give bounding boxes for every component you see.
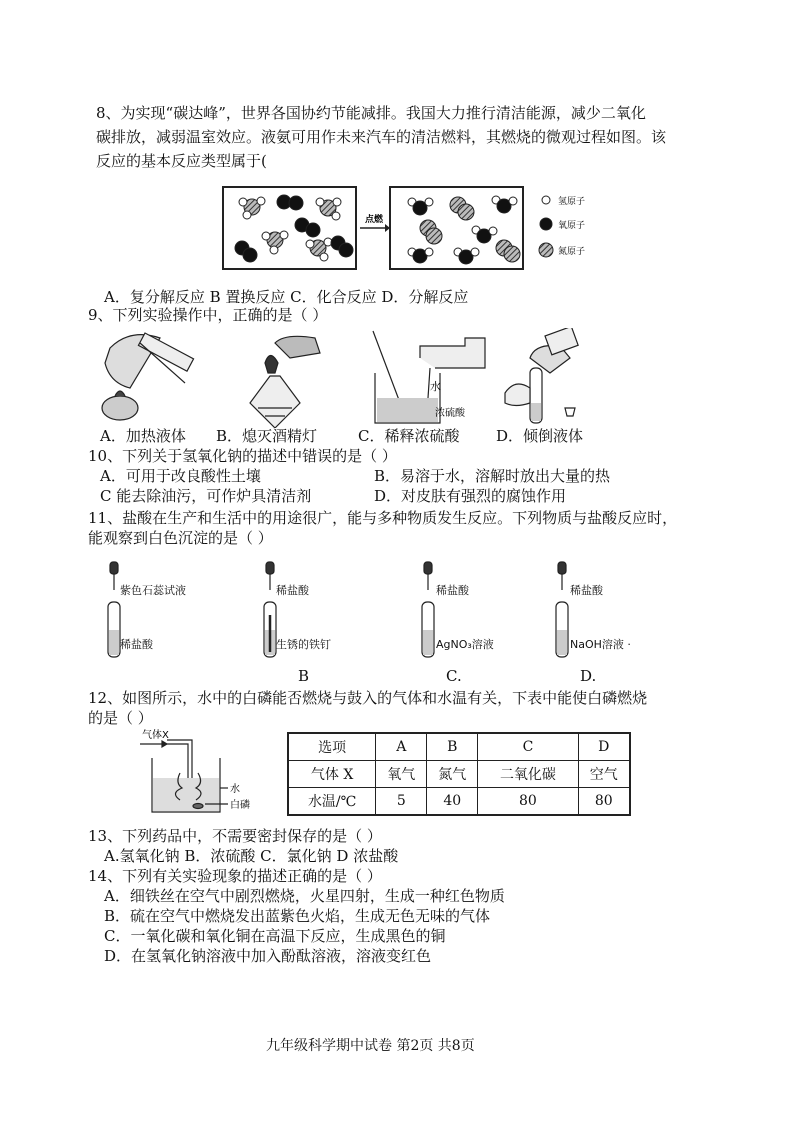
page-footer: 九年级科学期中试卷 第2页 共8页 bbox=[266, 1038, 475, 1054]
q11-letter-b: B bbox=[298, 667, 310, 685]
q12-options-table bbox=[287, 732, 631, 816]
table-cell: 40 bbox=[427, 788, 478, 816]
legend-h: 氢原子 bbox=[558, 197, 586, 207]
q11-tube-b-bottom: 生锈的铁钉 bbox=[276, 638, 331, 651]
q11-tube-d-bottom: NaOH溶液 · bbox=[570, 638, 631, 651]
table-cell: 80 bbox=[578, 788, 630, 816]
table-cell: 5 bbox=[376, 788, 427, 816]
q12-gas-label: 气体X bbox=[142, 730, 169, 741]
q9-illustrations bbox=[90, 328, 600, 428]
table-cell: 二氧化碳 bbox=[478, 761, 578, 788]
table-cell: A bbox=[376, 733, 427, 761]
q14-option-c: C．一氧化碳和氧化铜在高温下反应，生成黑色的铜 bbox=[104, 927, 446, 945]
q12-phosphorus-label: 白磷 bbox=[230, 800, 250, 811]
table-cell: 氧气 bbox=[376, 761, 427, 788]
q11-tube-b-top: 稀盐酸 bbox=[276, 584, 309, 597]
table-cell: 选项 bbox=[288, 733, 376, 761]
legend-n: 氮原子 bbox=[558, 247, 586, 257]
q12-water-label: 水 bbox=[230, 784, 240, 795]
q13-stem: 13、下列药品中，不需要密封保存的是（ ） bbox=[88, 827, 382, 845]
q14-option-a: A．细铁丝在空气中剧烈燃烧，火星四射，生成一种红色物质 bbox=[104, 887, 505, 905]
q12-apparatus bbox=[140, 728, 260, 820]
q11-tube-c-top: 稀盐酸 bbox=[436, 584, 469, 597]
q11-tube-c-bottom: AgNO₃溶液 bbox=[436, 638, 494, 651]
q8-line2: 碳排放，减弱温室效应。液氨可用作未来汽车的清洁燃料，其燃烧的微观过程如图。该 bbox=[96, 128, 667, 146]
q11-line1: 11、盐酸在生产和生活中的用途很广，能与多种物质发生反应。下列物质与盐酸反应时， bbox=[88, 509, 678, 527]
q9-option-b: B．熄灭酒精灯 bbox=[216, 427, 318, 445]
table-cell: 空气 bbox=[578, 761, 630, 788]
q8-options: A．复分解反应 B 置换反应 C．化合反应 D．分解反应 bbox=[104, 288, 469, 306]
q10-option-c: C 能去除油污，可作炉具清洁剂 bbox=[100, 487, 312, 505]
q8-reaction-diagram bbox=[200, 180, 620, 280]
q12-line1: 12、如图所示，水中的白磷能否燃烧与鼓入的气体和水温有关，下表中能使白磷燃烧 bbox=[88, 689, 648, 707]
table-cell: 水温/℃ bbox=[288, 788, 376, 816]
table-row bbox=[288, 761, 630, 788]
q11-letter-d: D. bbox=[580, 667, 597, 685]
q11-tube-a-top: 紫色石蕊试液 bbox=[120, 584, 186, 597]
q14-option-b: B．硫在空气中燃烧发出蓝紫色火焰，生成无色无味的气体 bbox=[104, 907, 491, 925]
q11-line2: 能观察到白色沉淀的是（ ） bbox=[88, 529, 273, 547]
table-row bbox=[288, 733, 630, 761]
q8-line3: 反应的基本反应类型属于( bbox=[96, 152, 267, 170]
q9-option-d: D．倾倒液体 bbox=[496, 427, 584, 445]
table-cell: 80 bbox=[478, 788, 578, 816]
q10-option-b: B．易溶于水，溶解时放出大量的热 bbox=[374, 467, 611, 485]
q9-option-c: C．稀释浓硫酸 bbox=[358, 427, 460, 445]
q8-line1: 8、为实现“碳达峰”，世界各国协约节能减排。我国大力推行清洁能源，减少二氧化 bbox=[96, 104, 646, 122]
q9-stem: 9、下列实验操作中，正确的是（ ） bbox=[88, 306, 328, 324]
q10-stem: 10、下列关于氢氧化钠的描述中错误的是（ ） bbox=[88, 447, 397, 465]
q9-acid-label: 浓硫酸 bbox=[435, 408, 465, 419]
table-cell: 氮气 bbox=[427, 761, 478, 788]
table-cell: B bbox=[427, 733, 478, 761]
table-cell: 气体 X bbox=[288, 761, 376, 788]
table-cell: D bbox=[578, 733, 630, 761]
q9-option-a: A．加热液体 bbox=[100, 427, 186, 445]
q11-tube-d-top: 稀盐酸 bbox=[570, 584, 603, 597]
q10-option-a: A．可用于改良酸性土壤 bbox=[100, 467, 261, 485]
q14-option-d: D．在氢氧化钠溶液中加入酚酞溶液，溶液变红色 bbox=[104, 947, 432, 965]
table-row bbox=[288, 788, 630, 816]
legend-o: 氧原子 bbox=[558, 221, 586, 231]
q11-letter-c: C. bbox=[446, 667, 462, 685]
q10-option-d: D．对皮肤有强烈的腐蚀作用 bbox=[374, 487, 567, 505]
q8-arrow-label: 点燃 bbox=[365, 215, 384, 225]
q12-line2: 的是（ ） bbox=[88, 709, 153, 727]
table-cell: C bbox=[478, 733, 578, 761]
q9-water-label: 水 bbox=[430, 380, 441, 393]
q11-tube-a-bottom: 稀盐酸 bbox=[120, 638, 153, 651]
q14-stem: 14、下列有关实验现象的描述正确的是（ ） bbox=[88, 867, 382, 885]
q13-options: A.氢氧化钠 B．浓硫酸 C．氯化钠 D 浓盐酸 bbox=[104, 847, 399, 865]
